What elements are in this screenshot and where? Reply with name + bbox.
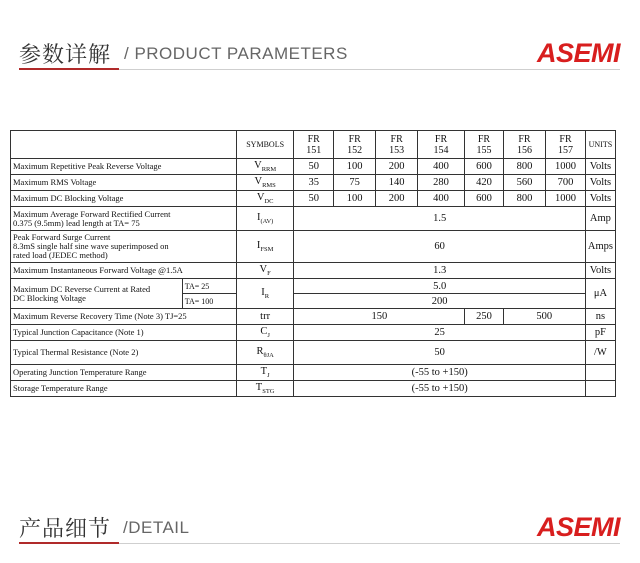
value-cell: 100 — [333, 159, 375, 175]
unit-cell: Volts — [585, 191, 615, 207]
symbol-cell: $R_{\theta JA}$ — [236, 341, 294, 365]
table-row-rth — [11, 341, 616, 365]
table-row-tstg — [11, 381, 616, 397]
value-cell: 280 — [417, 175, 464, 191]
symbol-cell: $I_R$ — [236, 279, 294, 309]
symbol-cell: trr — [236, 309, 294, 325]
unit-cell — [585, 381, 615, 397]
section-header-detail — [0, 508, 640, 548]
brand-logo: ASEMI — [536, 38, 620, 68]
title-accent-line — [19, 68, 119, 70]
value-cell: (-55 to +150) — [294, 381, 585, 397]
table-row-tj — [11, 365, 616, 381]
value-cell: (-55 to +150) — [294, 365, 585, 381]
value-cell: 75 — [333, 175, 375, 191]
unit-cell: Volts — [585, 263, 615, 279]
symbol-cell: $I_{FSM}$ — [236, 231, 294, 263]
value-cell: 420 — [465, 175, 504, 191]
unit-cell — [585, 365, 615, 381]
symbol-cell: $C_J$ — [236, 325, 294, 341]
value-cell: 60 — [294, 231, 585, 263]
symbols-header: SYMBOLS — [236, 131, 294, 159]
param-label: Maximum Repetitive Peak Reverse Voltage — [11, 159, 237, 175]
param-label: Maximum Reverse Recovery Time (Note 3) TJ=25 — [11, 309, 237, 325]
units-header: UNITS — [585, 131, 615, 159]
value-cell: 200 — [376, 159, 417, 175]
section-header-parameters — [0, 34, 640, 74]
value-cell: 400 — [417, 191, 464, 207]
symbol-cell: $V_{DC}$ — [236, 191, 294, 207]
value-cell: 800 — [503, 191, 545, 207]
symbol-cell: $V_{RMS}$ — [236, 175, 294, 191]
condition-cell: TA= 25 — [182, 279, 236, 294]
unit-cell: pF — [585, 325, 615, 341]
table-row-trr — [11, 309, 616, 325]
value-cell: 5.0 — [294, 279, 585, 294]
model-header: FR 157 — [546, 131, 586, 159]
table-row-vrrm — [11, 159, 616, 175]
value-cell: 700 — [546, 175, 586, 191]
section-title-en: /DETAIL — [123, 518, 190, 537]
symbol-cell: $V_F$ — [236, 263, 294, 279]
value-cell: 25 — [294, 325, 585, 341]
param-label: Typical Junction Capacitance (Note 1) — [11, 325, 237, 341]
value-cell: 100 — [333, 191, 375, 207]
symbol-cell: $T_J$ — [236, 365, 294, 381]
unit-cell: ns — [585, 309, 615, 325]
table-row-iav — [11, 207, 616, 231]
model-header: FR 153 — [376, 131, 417, 159]
value-cell: 1000 — [546, 159, 586, 175]
value-cell: 1.3 — [294, 263, 585, 279]
value-cell: 150 — [294, 309, 465, 325]
value-cell: 500 — [503, 309, 585, 325]
value-cell: 800 — [503, 159, 545, 175]
value-cell: 1.5 — [294, 207, 585, 231]
value-cell: 50 — [294, 159, 334, 175]
value-cell: 140 — [376, 175, 417, 191]
title-accent-line — [19, 542, 119, 544]
value-cell: 35 — [294, 175, 334, 191]
condition-cell: TA= 100 — [182, 294, 236, 309]
table-row-ir — [11, 279, 616, 294]
param-label: Storage Temperature Range — [11, 381, 237, 397]
value-cell: 50 — [294, 191, 334, 207]
symbol-cell: $T_{STG}$ — [236, 381, 294, 397]
value-cell: 400 — [417, 159, 464, 175]
table-row-cj — [11, 325, 616, 341]
value-cell: 600 — [465, 191, 504, 207]
section-title-cn: 产品细节 — [19, 517, 112, 542]
model-header: FR 154 — [417, 131, 464, 159]
table-row-vf — [11, 263, 616, 279]
value-cell: 200 — [294, 294, 585, 309]
value-cell: 250 — [465, 309, 504, 325]
model-header: FR 151 — [294, 131, 334, 159]
value-cell: 560 — [503, 175, 545, 191]
symbol-cell: $V_{RRM}$ — [236, 159, 294, 175]
unit-cell: Volts — [585, 159, 615, 175]
unit-cell: Amp — [585, 207, 615, 231]
value-cell: 1000 — [546, 191, 586, 207]
parameters-table — [10, 130, 616, 397]
model-header: FR 156 — [503, 131, 545, 159]
divider-line — [119, 543, 620, 544]
divider-line — [119, 69, 620, 70]
value-cell: 200 — [376, 191, 417, 207]
unit-cell: Amps — [585, 231, 615, 263]
value-cell: 50 — [294, 341, 585, 365]
model-header: FR 152 — [333, 131, 375, 159]
section-title-cn: 参数详解 — [19, 43, 112, 68]
value-cell: 600 — [465, 159, 504, 175]
param-label: Maximum DC Reverse Current at Rated DC Blocking Voltage — [11, 279, 183, 309]
unit-cell: Volts — [585, 175, 615, 191]
param-label: Peak Forward Surge Current 8.3mS single half sine wave superimposed on rated load (JEDEC method) — [11, 231, 237, 263]
table-row-vrms — [11, 175, 616, 191]
unit-cell: /W — [585, 341, 615, 365]
symbol-cell: $I_{(AV)}$ — [236, 207, 294, 231]
param-label: Maximum RMS Voltage — [11, 175, 237, 191]
section-title-en: / PRODUCT PARAMETERS — [124, 44, 348, 63]
param-label: Maximum DC Blocking Voltage — [11, 191, 237, 207]
header-empty-cell — [11, 131, 237, 159]
param-label: Operating Junction Temperature Range — [11, 365, 237, 381]
model-header: FR 155 — [465, 131, 504, 159]
unit-cell: μA — [585, 279, 615, 309]
table-row-vdc — [11, 191, 616, 207]
param-label: Maximum Average Forward Rectified Current 0.375 (9.5mm) lead length at TA= 75 — [11, 207, 237, 231]
param-label: Maximum Instantaneous Forward Voltage @1.5A — [11, 263, 237, 279]
brand-logo: ASEMI — [536, 512, 620, 542]
param-label: Typical Thermal Resistance (Note 2) — [11, 341, 237, 365]
table-row-ifsm — [11, 231, 616, 263]
table-header-row — [11, 131, 616, 159]
